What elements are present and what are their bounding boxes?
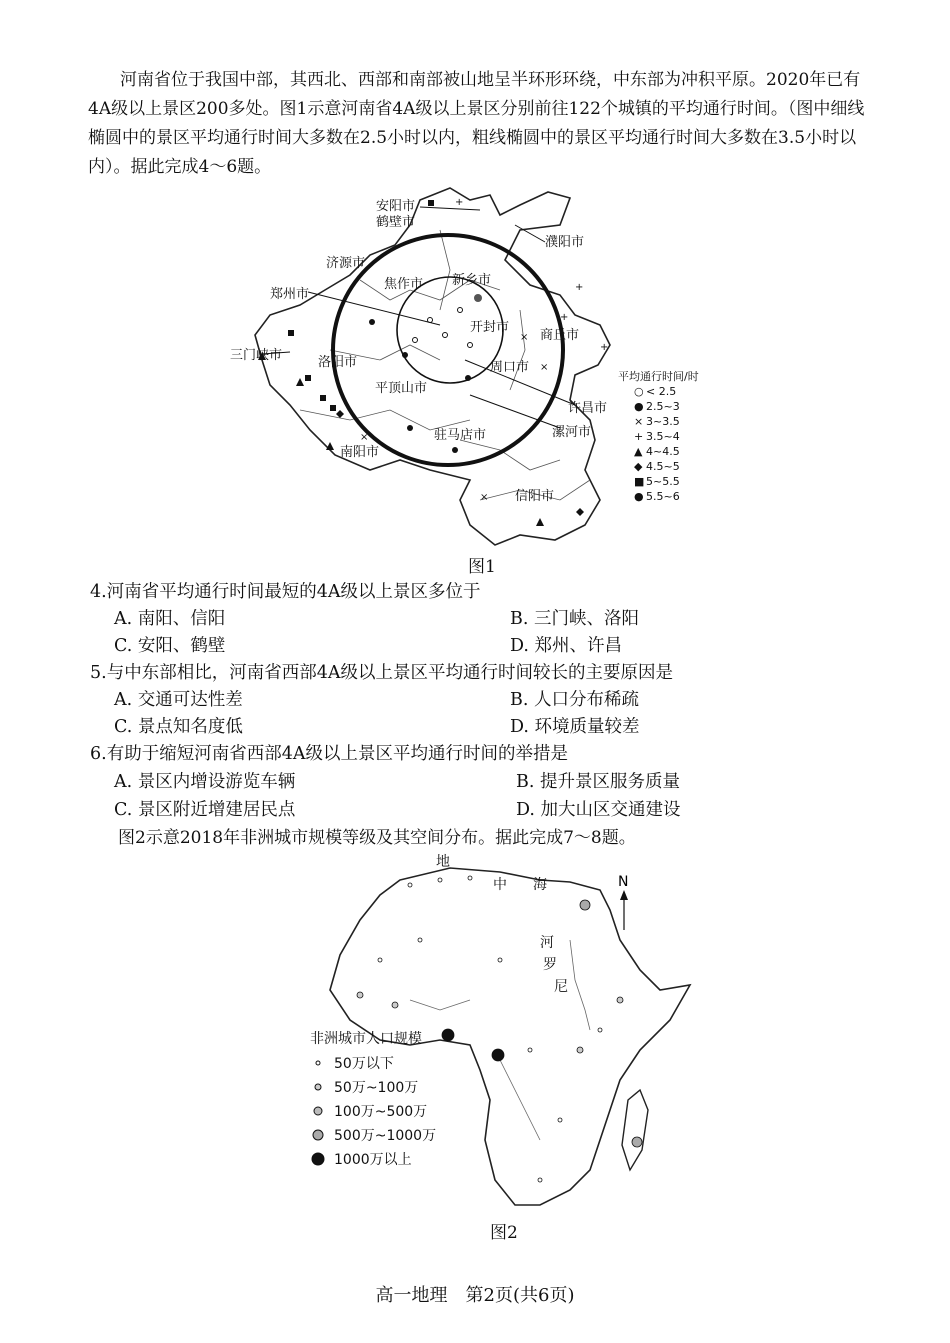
marker-dot bbox=[465, 375, 471, 381]
intro-paragraph-1: 河南省位于我国中部，其西北、西部和南部被山地呈半环形环绕，中东部为冲积平原。2020年已有4A级以上景区200多处。图1示意河南省4A级以上景区分别前往122个城镇的平均通行时间。（图中细线椭圆中的景区平均通行时间大多数在2.5小时以内，粗线椭圆中的景区平均通行时间大多数在3.5小时以内）。据此完成4～6题。 bbox=[88, 70, 865, 177]
marker-cross: × bbox=[520, 332, 529, 343]
legend-item-label: 4~4.5 bbox=[646, 445, 680, 458]
map-labels bbox=[436, 853, 568, 995]
legend-label: 50万以下 bbox=[334, 1056, 394, 1072]
question-6-stem: 6.有助于缩短河南省西部4A级以上景区平均通行时间的举措是 bbox=[90, 744, 568, 764]
legend-label: 1000万以上 bbox=[334, 1152, 412, 1168]
city-dot-megacity bbox=[492, 1049, 504, 1061]
legend-item-symbol: ○ bbox=[634, 385, 644, 398]
marker-cross: × bbox=[540, 362, 549, 373]
city-dot-mid bbox=[617, 997, 623, 1003]
question-5-stem: 5.与中东部相比，河南省西部4A级以上景区平均通行时间较长的主要原因是 bbox=[90, 663, 673, 683]
north-arrow-icon bbox=[620, 890, 628, 900]
legend-item-symbol: × bbox=[634, 415, 644, 428]
marker-circle-open bbox=[413, 338, 418, 343]
city-label-xuchang: 许昌市 bbox=[568, 401, 608, 416]
question-6-option-a[interactable]: A. 景区内增设游览车辆 bbox=[114, 772, 296, 792]
legend-symbol-over-1000w bbox=[312, 1153, 324, 1165]
legend-symbol-under-50w bbox=[316, 1061, 320, 1065]
legend-title: 非洲城市人口规模 bbox=[310, 1031, 422, 1047]
question-4-stem: 4.河南省平均通行时间最短的4A级以上景区多位于 bbox=[90, 582, 481, 602]
marker-dot bbox=[407, 425, 413, 431]
marker-plus: + bbox=[560, 312, 569, 323]
question-4-option-d[interactable]: D. 郑州、许昌 bbox=[510, 636, 623, 656]
city-dot-small bbox=[558, 1118, 562, 1122]
legend-item-label: 5.5~6 bbox=[646, 490, 680, 503]
question-5-option-d[interactable]: D. 环境质量较差 bbox=[510, 717, 640, 737]
city-label-jiyuan: 济源市 bbox=[326, 256, 366, 271]
label-di: 地 bbox=[436, 854, 450, 870]
marker-cross: × bbox=[480, 492, 489, 503]
city-dot-mid bbox=[577, 1047, 583, 1053]
marker-diamond bbox=[336, 410, 344, 418]
city-label-zhoukou: 周口市 bbox=[490, 360, 530, 375]
legend-item-label: 3.5~4 bbox=[646, 430, 680, 443]
marker-dot bbox=[474, 294, 482, 302]
city-label-luohe: 漯河市 bbox=[552, 425, 592, 440]
marker-circle-open bbox=[458, 308, 463, 313]
city-label-sanmenxia: 三门峡市 bbox=[230, 348, 283, 363]
legend-item-label: 3~3.5 bbox=[646, 415, 680, 428]
city-dot-small bbox=[468, 876, 472, 880]
city-label-anyang: 安阳市 bbox=[376, 199, 416, 214]
marker-square bbox=[320, 395, 326, 401]
marker-dot bbox=[452, 447, 458, 453]
marker-plus: + bbox=[455, 197, 464, 208]
marker-triangle bbox=[296, 378, 304, 386]
page-footer: 高一地理 第2页(共6页) bbox=[375, 1285, 575, 1306]
legend-title: 平均通行时间/时 bbox=[618, 370, 699, 383]
figure2-africa-map bbox=[0, 850, 950, 1270]
marker-circle-open bbox=[443, 333, 448, 338]
legend-symbol-100-500w bbox=[314, 1107, 322, 1115]
legend-item-label: 2.5~3 bbox=[646, 400, 680, 413]
question-4-option-a[interactable]: A. 南阳、信阳 bbox=[114, 609, 226, 629]
city-label-hebi: 鹤壁市 bbox=[376, 215, 416, 230]
marker-square bbox=[428, 200, 434, 206]
legend-label: 500万~1000万 bbox=[334, 1128, 437, 1144]
city-dot-small bbox=[438, 878, 442, 882]
city-dot-small bbox=[598, 1028, 602, 1032]
city-label-xinxiang: 新乡市 bbox=[452, 273, 492, 288]
city-dot-small bbox=[408, 883, 412, 887]
marker-dot bbox=[402, 352, 408, 358]
label-hai: 海 bbox=[533, 877, 547, 893]
label-he: 河 bbox=[540, 935, 554, 951]
city-dot-large bbox=[632, 1137, 642, 1147]
north-arrow bbox=[618, 874, 628, 930]
legend-symbol-500-1000w bbox=[313, 1130, 323, 1140]
figure1-legend bbox=[618, 369, 699, 503]
legend-label: 100万~500万 bbox=[334, 1104, 428, 1120]
marker-plus: + bbox=[600, 342, 609, 353]
city-dot-small bbox=[498, 958, 502, 962]
legend-item-symbol: ● bbox=[634, 490, 644, 503]
legend-item-symbol: ◆ bbox=[634, 460, 643, 473]
marker-square bbox=[288, 330, 294, 336]
city-labels bbox=[230, 198, 607, 504]
city-label-shangqiu: 商丘市 bbox=[540, 328, 580, 343]
question-6-option-c[interactable]: C. 景区附近增建居民点 bbox=[114, 800, 296, 820]
question-6-option-d[interactable]: D. 加大山区交通建设 bbox=[516, 800, 681, 820]
city-label-kaifeng: 开封市 bbox=[470, 320, 510, 335]
legend-symbol-50-100w bbox=[315, 1084, 321, 1090]
marker-cross: × bbox=[360, 432, 369, 443]
city-label-luoyang: 洛阳市 bbox=[318, 355, 358, 370]
city-dot-mid bbox=[357, 992, 363, 998]
legend-item-symbol: ■ bbox=[634, 475, 645, 488]
city-dot-megacity bbox=[442, 1029, 454, 1041]
question-5-option-c[interactable]: C. 景点知名度低 bbox=[114, 717, 243, 737]
city-label-pingdingshan: 平顶山市 bbox=[375, 381, 428, 396]
legend-label: 50万~100万 bbox=[334, 1080, 419, 1096]
legend-item-symbol: ▲ bbox=[634, 445, 643, 458]
question-4-option-c[interactable]: C. 安阳、鹤壁 bbox=[114, 636, 226, 656]
city-label-jiaozuo: 焦作市 bbox=[384, 277, 424, 292]
label-luo: 罗 bbox=[543, 957, 557, 973]
city-label-puyang: 濮阳市 bbox=[545, 235, 585, 250]
city-label-zhengzhou: 郑州市 bbox=[270, 287, 310, 302]
north-label: N bbox=[618, 874, 629, 890]
city-dot-small bbox=[528, 1048, 532, 1052]
figure1-caption: 图1 bbox=[468, 557, 496, 577]
legend-item-label: 4.5~5 bbox=[646, 460, 680, 473]
city-dot-mid bbox=[392, 1002, 398, 1008]
city-dot-small bbox=[418, 938, 422, 942]
label-ni: 尼 bbox=[554, 979, 568, 995]
figure1-henan-map bbox=[0, 0, 950, 560]
question-6-option-b[interactable]: B. 提升景区服务质量 bbox=[516, 772, 680, 792]
marker-circle-open bbox=[468, 343, 473, 348]
legend-item-symbol: + bbox=[634, 430, 644, 443]
marker-plus: + bbox=[575, 282, 584, 293]
marker-dot bbox=[369, 319, 375, 325]
legend-item-label: < 2.5 bbox=[646, 385, 677, 398]
marker-triangle bbox=[536, 518, 544, 526]
marker-square bbox=[305, 375, 311, 381]
city-dot-small bbox=[538, 1178, 542, 1182]
city-dot-small bbox=[378, 958, 382, 962]
marker-diamond bbox=[576, 508, 584, 516]
question-4-option-b[interactable]: B. 三门峡、洛阳 bbox=[510, 609, 639, 629]
figure2-legend bbox=[310, 1030, 436, 1168]
legend-item-label: 5~5.5 bbox=[646, 475, 680, 488]
intro-paragraph-2: 图2示意2018年非洲城市规模等级及其空间分布。据此完成7～8题。 bbox=[118, 828, 636, 848]
figure2-caption: 图2 bbox=[490, 1223, 518, 1243]
marker-square bbox=[330, 405, 336, 411]
city-dot-large bbox=[580, 900, 590, 910]
legend-item-symbol: ● bbox=[634, 400, 644, 413]
question-5-option-b[interactable]: B. 人口分布稀疏 bbox=[510, 690, 639, 710]
city-label-zhumadian: 驻马店市 bbox=[434, 428, 487, 443]
city-label-nanyang: 南阳市 bbox=[340, 445, 380, 460]
city-label-xinyang: 信阳市 bbox=[515, 489, 555, 504]
label-zhong: 中 bbox=[493, 877, 507, 893]
marker-triangle bbox=[326, 442, 334, 450]
question-5-option-a[interactable]: A. 交通可达性差 bbox=[114, 690, 243, 710]
